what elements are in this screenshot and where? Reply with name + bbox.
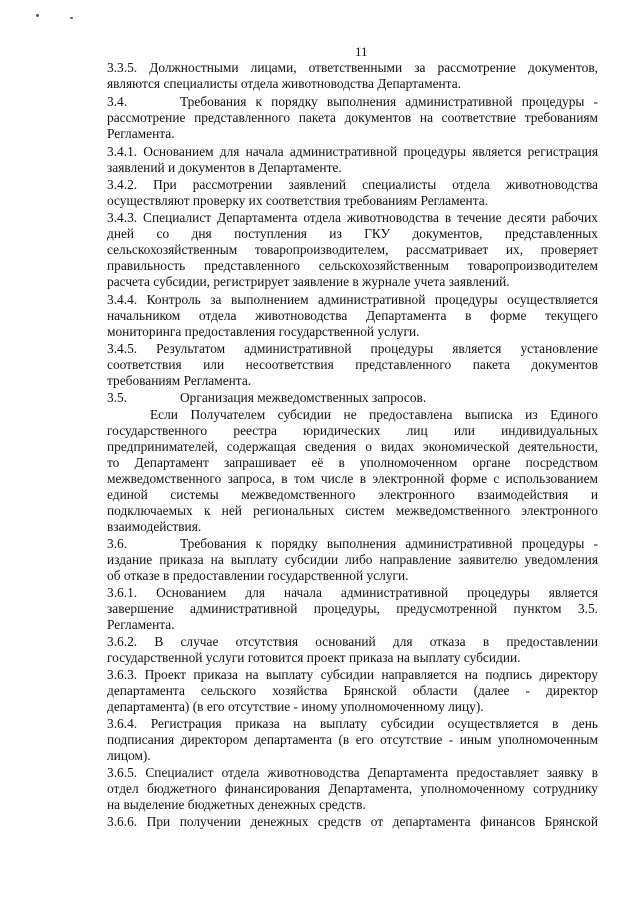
text-line: 3.4.3. Специалист Департамента отдела животноводства в течение десяти рабочих (107, 210, 598, 225)
text-line: 3.6.6. При получении денежных средств от департамента финансов Брянской (107, 814, 598, 829)
text-line: 3.6.4. Регистрация приказа на выплату субсидии осуществляется в день (107, 716, 598, 731)
text-line: государственного реестра юридических лиц или индивидуальных (107, 423, 598, 438)
page-number: 11 (355, 44, 368, 59)
section-number: 3.4. (107, 94, 128, 109)
text-line: рассмотрение представленного пакета документов на соответствие требованиям (107, 110, 598, 125)
text-line: 3.6.2. В случае отсутствия оснований для отказа в предоставлении (107, 634, 598, 649)
text-line: соответствия или несоответствия представленного пакета документов (107, 357, 598, 372)
text-line: 3.4.5. Результатом административной процедуры является установление (107, 341, 598, 356)
text-line: начальником отдела животноводства Департамента в форме текущего (107, 308, 598, 323)
scan-dot (70, 17, 73, 19)
text-line: государственной услуги готовится проект приказа на выплату субсидии. (107, 650, 521, 665)
text-line: расчета субсидии, регистрирует заявление в журнале учета заявлений. (107, 274, 510, 289)
text-line: правильность представленного сельскохозяйственным товаропроизводителем (107, 258, 598, 273)
text-line: 3.3.5. Должностными лицами, ответственными за рассмотрение документов, (107, 60, 598, 75)
text-line: то Департамент запрашивает её в уполномоченном органе посредством (107, 455, 598, 470)
text-line: 3.6.3. Проект приказа на выплату субсидии направляется на подпись директору (107, 667, 598, 682)
text-line: Если Получателем субсидии не предоставлена выписка из Единого (150, 407, 598, 422)
text-line: департамента) (в его отсутствие - иному уполномоченному лицу). (107, 699, 484, 714)
text-line: 3.4.1. Основанием для начала административной процедуры является регистрация (107, 144, 598, 159)
text-line: 3.4.4. Контроль за выполнением административной процедуры осуществляется (107, 292, 598, 307)
text-line: Регламента. (107, 126, 175, 141)
text-line: подключаемых к ней региональных систем межведомственного электронного (107, 503, 598, 518)
text-line: Требования к порядку выполнения административной процедуры - (180, 536, 598, 551)
text-line: взаимодействия. (107, 519, 202, 534)
scan-dot (36, 14, 39, 17)
text-line: подписания директором департамента (в его отсутствие - иным уполномоченным (107, 732, 598, 747)
text-line: мониторинга предоставления государственной услуги. (107, 324, 420, 339)
text-line: осуществляют проверку их соответствия требованиям Регламента. (107, 193, 489, 208)
text-line: сельскохозяйственным товаропроизводителем, рассматривает их, проверяет (107, 242, 598, 257)
text-line: единой системы межведомственного электронного взаимодействия и (107, 487, 598, 502)
text-line: предпринимателей, содержащая сведения о видах экономической деятельности, (107, 439, 598, 454)
text-line: на выделение бюджетных денежных средств. (107, 797, 366, 812)
section-heading: Организация межведомственных запросов. (180, 390, 427, 405)
text-line: межведомственного запроса, в том числе в электронной форме с использованием (107, 471, 598, 486)
text-line: требованиям Регламента. (107, 373, 252, 388)
text-line: Требования к порядку выполнения административной процедуры - (180, 94, 598, 109)
text-line: 3.4.2. При рассмотрении заявлений специалисты отдела животноводства (107, 177, 598, 192)
text-line: являются специалисты отдела животноводства Департамента. (107, 76, 461, 91)
text-line: заявлений и документов в Департаменте. (107, 160, 342, 175)
text-line: об отказе в предоставлении государственной услуги. (107, 568, 409, 583)
section-number: 3.5. (107, 390, 128, 405)
text-line: департамента сельского хозяйства Брянской области (далее - директор (107, 683, 598, 698)
text-line: завершение административной процедуры, предусмотренной пунктом 3.5. (107, 601, 598, 616)
text-line: лицом). (107, 748, 151, 763)
text-line: издание приказа на выплату субсидии либо направление заявителю уведомления (107, 552, 598, 567)
text-line: 3.6.1. Основанием для начала административной процедуры является (107, 585, 598, 600)
text-line: дней со дня поступления из ГКУ документов, представленных (107, 226, 598, 241)
text-line: Регламента. (107, 617, 175, 632)
text-line: 3.6.5. Специалист отдела животноводства Департамента предоставляет заявку в (107, 765, 598, 780)
section-number: 3.6. (107, 536, 128, 551)
text-line: отдел бюджетного финансирования Департамента, уполномоченному сотруднику (107, 781, 598, 796)
